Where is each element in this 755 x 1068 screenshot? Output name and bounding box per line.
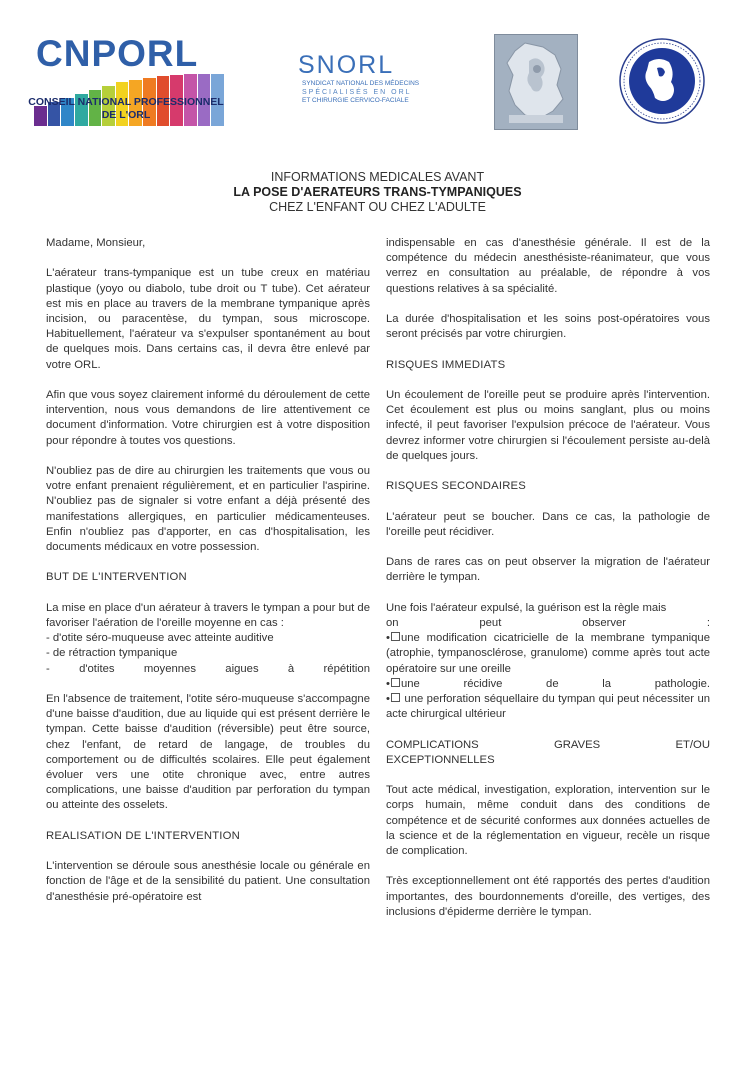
paragraph: Un écoulement de l'oreille peut se produire après l'intervention. Cet écoulement est plus ou moins sanglant, plus ou moins infecté, il peut favoriser l'expulsion précoce de l'aérateur. Vous devrez informer votre chirurgien si l'écoulement persiste au-delà de quelques jours.	[386, 388, 710, 462]
paragraph: Tout acte médical, investigation, exploration, intervention sur le corps humain, même conduit dans des conditions de compétence et de sécurité conformes aux données actuelles de la science et de la réglementation en vigueur, recèle un risque de complication.	[386, 784, 710, 857]
list-item: - de rétraction tympanique	[46, 647, 178, 660]
cnporl-logo	[28, 34, 224, 130]
paragraph: Afin que vous soyez clairement informé du déroulement de cette intervention, nous vous demandons de lire attentivement ce document d'information. Votre chirurgien est à votre disposition pour répondre à toutes vos questions.	[46, 389, 370, 447]
list-item: - d'otites moyennes aigues à répétition	[46, 662, 370, 675]
paragraph: La mise en place d'un aérateur à travers le tympan a pour but de favoriser l'aération de l'oreille moyenne en cas :	[46, 601, 370, 629]
section-heading-realisation: REALISATION DE L'INTERVENTION	[46, 829, 240, 842]
document-title	[0, 170, 755, 215]
title-line-1: INFORMATIONS MEDICALES AVANT	[270, 170, 485, 184]
checkbox-glyph-icon	[391, 678, 400, 687]
header	[0, 0, 755, 150]
section-heading-complications: COMPLICATIONS GRAVES ET/OU EXCEPTIONNELLES	[386, 738, 710, 766]
paragraph-line: on peut observer :	[386, 616, 710, 629]
paragraph: L'aérateur peut se boucher. Dans ce cas, la pathologie de l'oreille peut récidiver.	[386, 510, 710, 538]
paragraph: La durée d'hospitalisation et les soins post-opératoires vous seront précisés par votre chirurgien.	[386, 313, 710, 341]
paragraph: Dans de rares cas on peut observer la migration de l'aérateur derrière le tympan.	[386, 556, 710, 584]
society-seal-logo	[619, 38, 705, 124]
cnporl-logo-subtitle: CONSEIL NATIONAL PROFESSIONNEL DE L'ORL	[28, 96, 224, 121]
cnporl-logo-title: CNPORL	[36, 33, 199, 74]
bullet-item: • une modification cicatricielle de la membrane tympanique (atrophie, tympanosclérose, granulome) comme après tout acte opératoire sur une oreille	[386, 632, 710, 675]
checkbox-glyph-icon	[391, 693, 400, 702]
section-heading-risques-immediats: RISQUES IMMEDIATS	[386, 358, 506, 371]
snorl-logo-title: SNORL	[298, 51, 395, 79]
paragraph-with-list	[46, 601, 370, 677]
paragraph: Très exceptionnellement ont été rapportés des pertes d'audition importantes, des bourdonnements d'oreille, des vertiges, des inclusions d'épiderme derrière le tympan.	[386, 875, 710, 918]
paragraph: En l'absence de traitement, l'otite séro-muqueuse s'accompagne d'une baisse d'audition, due au liquide qui est présent derrière le tympan. Cette baisse d'audition (réversible) peut être source, chez l'enfant, de retard de langage, de troubles du comportement ou de difficultés scolaires. Elle peut également évoluer vers une otite chronique avec, entre autres complications, une baisse d'audition par perforation du tympan ou atteinte des osselets.	[46, 693, 370, 812]
bullet-item: • une perforation séquellaire du tympan qui peut nécessiter un acte chirurgical ultérieur	[386, 692, 711, 721]
title-line-3: CHEZ L'ENFANT OU CHEZ L'ADULTE	[269, 200, 486, 214]
bullet-item: • une récidive de la pathologie.	[386, 677, 710, 690]
greeting: Madame, Monsieur,	[46, 237, 146, 249]
left-column	[46, 236, 370, 920]
paragraph: indispensable en cas d'anesthésie générale. Il est de la compétence du médecin anesthésiste-réanimateur, que vous verrez en consultation au préalable, de répondre à vos questions relatives à sa spécialité.	[386, 237, 710, 295]
section-heading-but: BUT DE L'INTERVENTION	[46, 571, 187, 584]
paragraph: N'oubliez pas de dire au chirurgien les traitements que vous ou votre enfant prenaient régulièrement, et en particulier l'aspirine. N'oubliez pas de signaler si votre enfant a déjà présenté des manifestations allergiques, en particulier médicamenteuses. Enfin n'oubliez pas d'apporter, en cas d'hospitalisation, les documents médicaux en votre possession.	[46, 465, 370, 554]
paragraph: L'aérateur trans-tympanique est un tube creux en matériau plastique (yoyo ou diabolo, tube droit ou T tube). Cet aérateur est mis en place au travers de la membrane tympanique après incision, ou paracentèse, du tympan, sous microscope. Habituellement, l'aérateur va s'expulser spontanément au bout de quelques mois. Dans certains cas, il devra être enlevé par votre ORL.	[46, 267, 370, 371]
title-line-2: LA POSE D'AERATEURS TRANS-TYMPANIQUES	[233, 185, 522, 199]
paragraph-with-bullets	[386, 601, 710, 723]
france-map-logo	[494, 34, 578, 130]
paragraph-line: Une fois l'aérateur expulsé, la guérison est la règle mais	[386, 601, 667, 614]
checkbox-glyph-icon	[391, 632, 400, 641]
snorl-logo	[298, 52, 438, 112]
right-column	[386, 236, 710, 935]
section-heading-risques-secondaires: RISQUES SECONDAIRES	[386, 480, 527, 493]
list-item: - d'otite séro-muqueuse avec atteinte auditive	[46, 632, 274, 645]
snorl-logo-subtitle: SYNDICAT NATIONAL DES MÉDECINS SPÉCIALISÉS EN ORL ET CHIRURGIE CERVICO-FACIALE	[302, 80, 420, 104]
paragraph: L'intervention se déroule sous anesthésie locale ou générale en fonction de l'âge et de la sensibilité du patient. Une consultation d'anesthésie pré-opératoire est	[46, 860, 370, 903]
